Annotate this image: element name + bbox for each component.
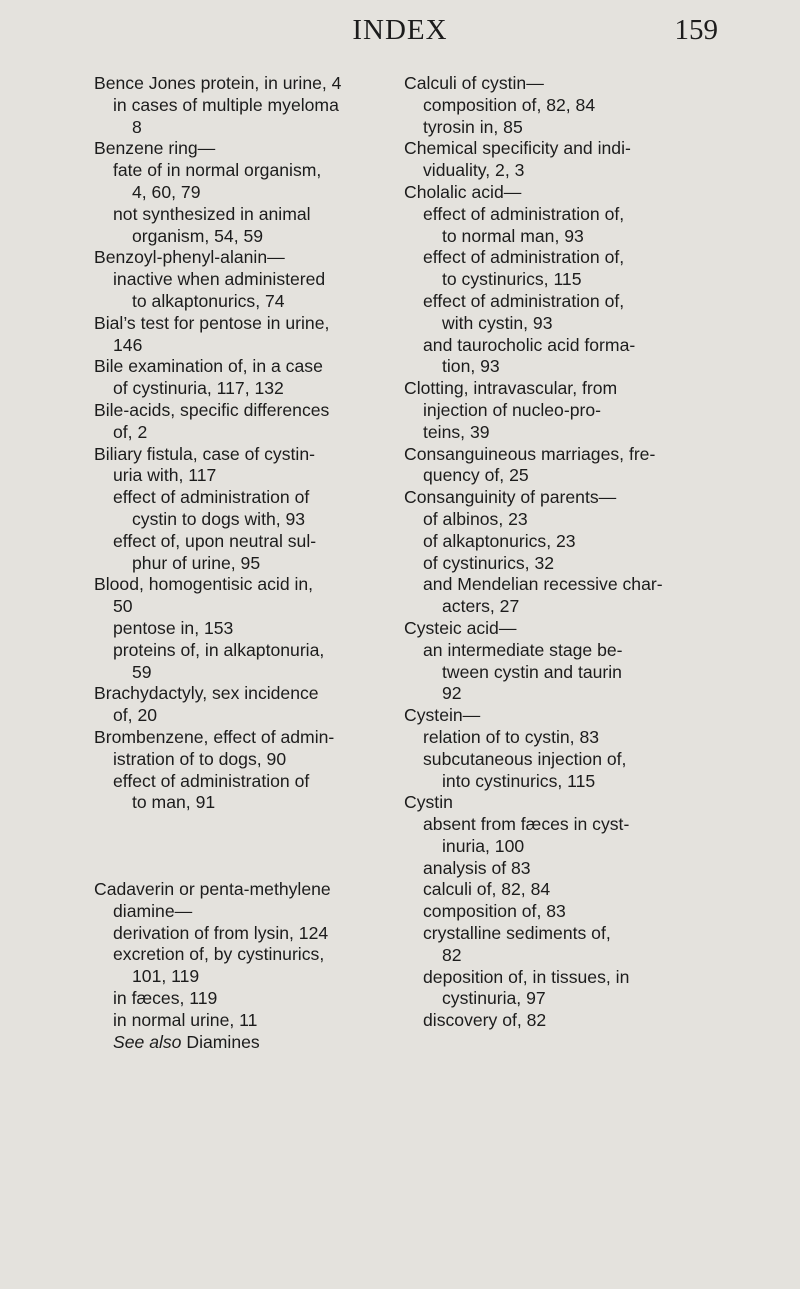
index-subentry: effect of administration of, bbox=[423, 203, 625, 224]
index-subentry-continuation: 4, 60, 79 bbox=[132, 181, 201, 202]
index-subentry: derivation of from lysin, 124 bbox=[113, 922, 329, 943]
index-subentry-continuation: with cystin, 93 bbox=[442, 312, 553, 333]
index-subentry: of albinos, 23 bbox=[423, 508, 528, 529]
index-entry: Blood, homogentisic acid in, bbox=[94, 574, 314, 595]
index-entry-continuation: injection of nucleo-pro- bbox=[423, 399, 601, 420]
index-subentry-continuation: organism, 54, 59 bbox=[132, 225, 264, 246]
index-subentry: composition of, 82, 84 bbox=[423, 94, 596, 115]
index-subentry: composition of, 83 bbox=[423, 901, 566, 922]
index-subentry: analysis of 83 bbox=[423, 857, 531, 878]
index-entry-continuation: quency of, 25 bbox=[423, 465, 529, 486]
index-subentry-continuation: cystinuria, 97 bbox=[442, 988, 546, 1009]
page-number: 159 bbox=[674, 14, 718, 46]
index-subentry: effect of administration of, bbox=[423, 247, 625, 268]
index-subentry: absent from fæces in cyst- bbox=[423, 814, 630, 835]
index-subentry: effect of administration of bbox=[113, 487, 310, 508]
index-entry-continuation: diamine— bbox=[113, 900, 193, 921]
index-entry: Biliary fistula, case of cystin- bbox=[94, 443, 315, 464]
index-entry: Bile-acids, specific differences bbox=[94, 399, 330, 420]
index-entry: Bial’s test for pentose in urine, bbox=[94, 312, 330, 333]
index-subentry: proteins of, in alkaptonuria, bbox=[113, 639, 325, 660]
index-subentry: tyrosin in, 85 bbox=[423, 116, 523, 137]
index-subentry-continuation: tion, 93 bbox=[442, 356, 500, 377]
index-entry: Clotting, intravascular, from bbox=[404, 378, 618, 399]
index-subentry-continuation: to cystinurics, 115 bbox=[442, 269, 582, 290]
page-header bbox=[0, 14, 800, 54]
index-entry: Benzoyl-phenyl-alanin— bbox=[94, 247, 285, 268]
index-entry: Bile examination of, in a case bbox=[94, 356, 323, 377]
index-entry: Consanguineous marriages, fre- bbox=[404, 443, 656, 464]
index-subentry: pentose in, 153 bbox=[113, 617, 234, 638]
index-entry: Benzene ring— bbox=[94, 138, 216, 159]
index-subentry: in fæces, 119 bbox=[113, 988, 218, 1009]
index-subentry-continuation: into cystinurics, 115 bbox=[442, 770, 596, 791]
index-subentry-continuation: phur of urine, 95 bbox=[132, 552, 261, 573]
index-entry: Consanguinity of parents— bbox=[404, 487, 617, 508]
index-subentry: effect of administration of bbox=[113, 770, 310, 791]
index-subentry: of alkaptonurics, 23 bbox=[423, 530, 576, 551]
page-title: INDEX bbox=[352, 14, 448, 46]
index-entry-continuation: istration of to dogs, 90 bbox=[113, 748, 287, 769]
index-subentry: deposition of, in tissues, in bbox=[423, 966, 630, 987]
see-also-label: See also bbox=[113, 1031, 182, 1052]
index-entry: Cadaverin or penta-methylene bbox=[94, 879, 331, 900]
index-subentry-continuation: 101, 119 bbox=[132, 966, 200, 987]
index-subentry: not synthesized in animal bbox=[113, 203, 311, 224]
index-subentry: relation of to cystin, 83 bbox=[423, 726, 600, 747]
index-entry: Cysteic acid— bbox=[404, 617, 517, 638]
index-subentry: subcutaneous injection of, bbox=[423, 748, 627, 769]
index-subentry-continuation: cystin to dogs with, 93 bbox=[132, 508, 306, 529]
index-subentry: discovery of, 82 bbox=[423, 1010, 547, 1031]
index-column-left bbox=[94, 73, 384, 1053]
index-entry-continuation: viduality, 2, 3 bbox=[423, 160, 525, 181]
index-subentry-continuation: to normal man, 93 bbox=[442, 225, 584, 246]
index-entry-continuation: 50 bbox=[113, 596, 133, 617]
index-entry: Bence Jones protein, in urine, 4 bbox=[94, 73, 342, 93]
index-subentry-continuation: tween cystin and taurin bbox=[442, 661, 622, 682]
index-entry: Cholalic acid— bbox=[404, 181, 522, 202]
index-subentry: effect of, upon neutral sul- bbox=[113, 530, 317, 551]
index-subentry: fate of in normal organism, bbox=[113, 160, 322, 181]
index-entry-continuation: of, 2 bbox=[113, 421, 148, 442]
entry-gap bbox=[94, 814, 384, 879]
index-subentry-continuation: 82 bbox=[442, 944, 462, 965]
index-subentry-continuation: acters, 27 bbox=[442, 596, 520, 617]
index-entry: Brachydactyly, sex incidence bbox=[94, 683, 319, 704]
index-entry: Cystin bbox=[404, 792, 453, 813]
see-also-target: Diamines bbox=[186, 1031, 260, 1052]
index-subentry: and taurocholic acid forma- bbox=[423, 334, 636, 355]
index-subentry: in cases of multiple myeloma bbox=[113, 94, 339, 115]
index-column-right bbox=[404, 73, 724, 1032]
index-entry-continuation: 146 bbox=[113, 334, 143, 355]
index-subentry: in normal urine, 11 bbox=[113, 1009, 258, 1030]
index-subentry-continuation: to man, 91 bbox=[132, 792, 216, 813]
index-entry: Cystein— bbox=[404, 705, 481, 726]
index-subentry-continuation: 59 bbox=[132, 661, 152, 682]
index-subentry-continuation: inuria, 100 bbox=[442, 835, 525, 856]
index-subentry: inactive when administered bbox=[113, 269, 326, 290]
index-entry: Brombenzene, effect of admin- bbox=[94, 726, 335, 747]
index-entry-continuation: of, 20 bbox=[113, 705, 158, 726]
index-subentry-continuation: 92 bbox=[442, 683, 462, 704]
index-entry-continuation: of cystinuria, 117, 132 bbox=[113, 378, 284, 399]
index-entry: Calculi of cystin— bbox=[404, 73, 544, 93]
index-subentry-continuation: 8 bbox=[132, 116, 142, 137]
index-entry-continuation: teins, 39 bbox=[423, 421, 490, 442]
index-subentry: effect of administration of, bbox=[423, 290, 625, 311]
index-subentry-continuation: to alkaptonurics, 74 bbox=[132, 290, 285, 311]
index-subentry: calculi of, 82, 84 bbox=[423, 879, 551, 900]
index-subentry: of cystinurics, 32 bbox=[423, 552, 555, 573]
index-subentry: crystalline sediments of, bbox=[423, 923, 611, 944]
index-subentry: an intermediate stage be- bbox=[423, 639, 623, 660]
index-entry: Chemical specificity and indi- bbox=[404, 138, 631, 159]
index-entry-continuation: uria with, 117 bbox=[113, 465, 217, 486]
index-subentry: and Mendelian recessive char- bbox=[423, 574, 663, 595]
see-also-reference bbox=[94, 1032, 384, 1054]
index-subentry: excretion of, by cystinurics, bbox=[113, 944, 325, 965]
